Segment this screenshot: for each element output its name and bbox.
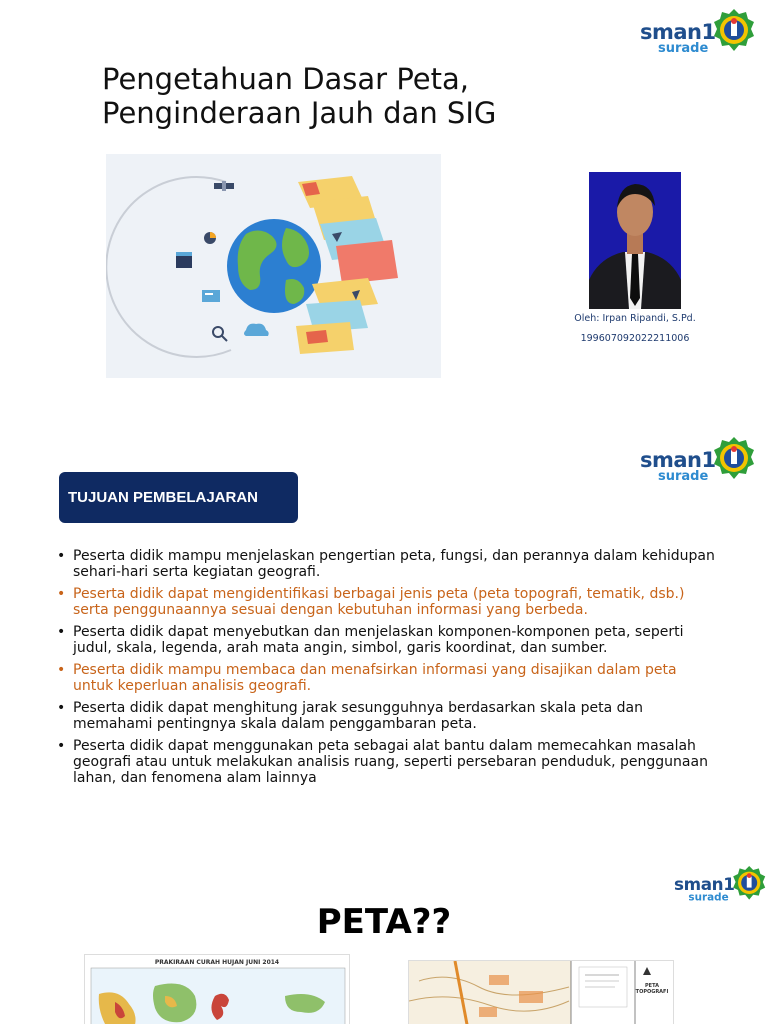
title-line-1: Pengetahuan Dasar Peta, xyxy=(102,62,469,96)
slide-peta xyxy=(0,840,768,1024)
school-logo xyxy=(640,442,760,498)
school-logo xyxy=(640,14,760,70)
slide-learning-objectives xyxy=(0,420,768,840)
author-photo xyxy=(589,172,681,309)
logo-subtitle: surade xyxy=(658,41,709,56)
school-emblem-icon xyxy=(732,865,767,900)
rainfall-map-image xyxy=(84,954,350,1024)
list-item: • Peserta didik mampu menjelaskan pengertian peta, fungsi, dan perannya dalam kehidupan sehari-hari serta kegiatan geografi. xyxy=(57,548,717,580)
presentation-title xyxy=(102,62,496,130)
logo-subtitle: surade xyxy=(688,891,729,904)
person-portrait-icon xyxy=(589,172,681,309)
list-item: • Peserta didik dapat menghitung jarak sesungguhnya berdasarkan skala peta dan memahami pentingnya skala dalam penggambaran peta. xyxy=(57,700,717,732)
list-item: • Peserta didik dapat menyebutkan dan menjelaskan komponen-komponen peta, seperti judul, skala, legenda, arah mata angin, simbol, garis koordinat, dan sumber. xyxy=(57,624,717,656)
map-title: PRAKIRAAN CURAH HUJAN JUNI 2014 xyxy=(154,959,280,966)
list-item: • Peserta didik dapat menggunakan peta sebagai alat bantu dalam memecahkan masalah geografi atau untuk melakukan analisis ruang, seperti persebaran penduduk, penggunaan lahan, dan fenomena alam lainnya xyxy=(57,738,717,786)
section-heading: TUJUAN PEMBELAJARAN xyxy=(59,472,298,523)
logo-wordmark: sman1 xyxy=(674,874,735,894)
school-emblem-icon xyxy=(712,8,756,52)
map-title: PETA TOPOGRAFI xyxy=(635,983,669,995)
slide-title xyxy=(0,0,768,420)
author-nip: 199607092022211006 xyxy=(580,333,690,344)
objectives-list xyxy=(57,548,717,792)
slide-title: PETA?? xyxy=(316,902,452,942)
logo-wordmark: sman1 xyxy=(640,448,716,472)
logo-subtitle: surade xyxy=(658,469,709,484)
school-emblem-icon xyxy=(712,436,756,480)
indonesia-map-icon xyxy=(85,966,350,1024)
topographic-map-image xyxy=(408,960,674,1024)
gis-illustration xyxy=(106,154,441,378)
title-line-2: Penginderaan Jauh dan SIG xyxy=(102,96,497,130)
globe-map-layers-icon xyxy=(106,154,441,378)
list-item: • Peserta didik dapat mengidentifikasi berbagai jenis peta (peta topografi, tematik, dsb.) serta penggunaannya sesuai dengan kebutuhan informasi yang berbeda. xyxy=(57,586,717,618)
list-item: • Peserta didik mampu membaca dan menafsirkan informasi yang disajikan dalam peta untuk keperluan analisis geografi. xyxy=(57,662,717,694)
author-name: Oleh: Irpan Ripandi, S.Pd. xyxy=(574,313,696,324)
logo-wordmark: sman1 xyxy=(640,20,716,44)
